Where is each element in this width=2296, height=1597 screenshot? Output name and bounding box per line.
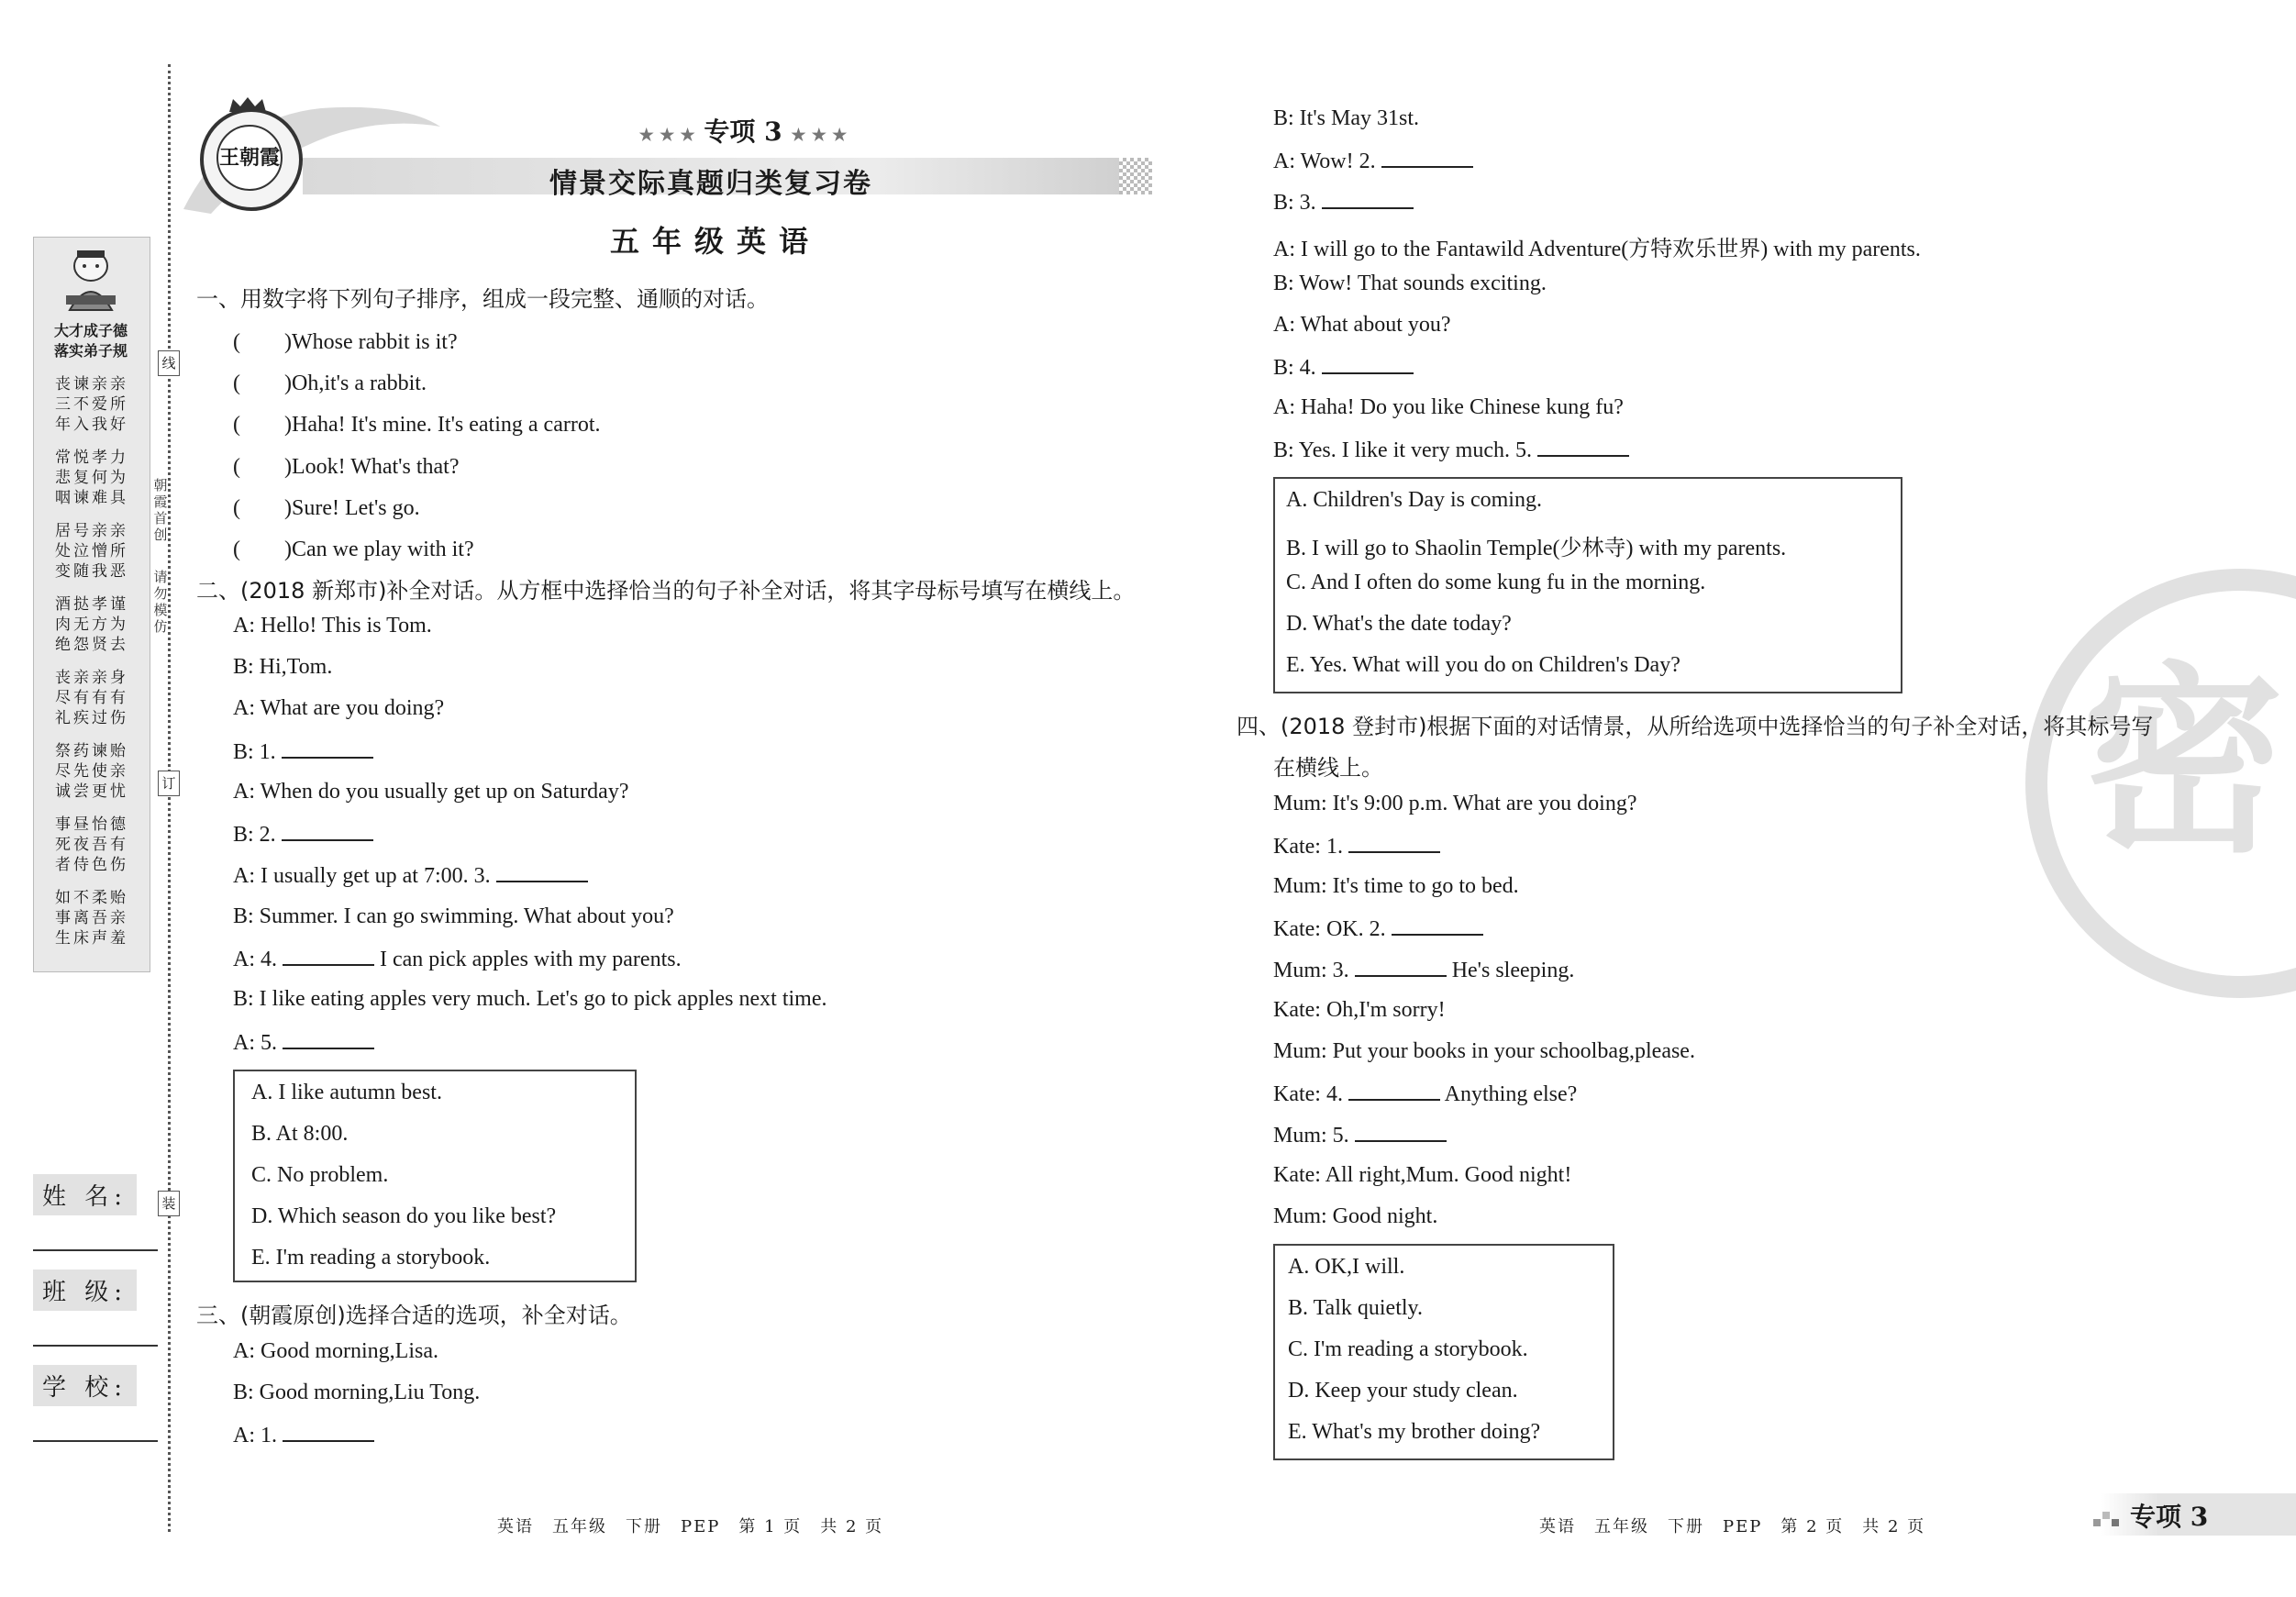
poem-row: 祭药谏贻 [55, 742, 128, 760]
logo-text: 王朝霞 [216, 125, 283, 191]
poem-row: 事昼怡德 [55, 815, 128, 834]
answer-blank[interactable] [1392, 915, 1483, 936]
s3-option: A. Children's Day is coming. [1286, 488, 1542, 512]
answer-blank[interactable] [1355, 957, 1447, 977]
s4-option: A. OK,I will. [1288, 1255, 1405, 1279]
section-3-title: 三、(朝霞原创)选择合适的选项，补全对话。 [196, 1303, 632, 1328]
footer-right: 英语 五年级 下册 PEP 第 2 页 共 2 页 [1539, 1517, 1926, 1536]
poem-row: 尽先使亲 [55, 762, 128, 781]
s3-option: D. What's the date today? [1286, 612, 1512, 636]
s4-option: B. Talk quietly. [1288, 1296, 1423, 1320]
poem-row: 居号亲亲 [55, 522, 128, 540]
section-4-title: 四、(2018 登封市)根据下面的对话情景，从所给选项中选择恰当的句子补全对话，将其标号写 [1237, 714, 2154, 739]
s1-item[interactable]: ( )Sure! Let's go. [233, 496, 420, 520]
s1-item[interactable]: ( )Look! What's that? [233, 455, 460, 479]
section-4-title-cont: 在横线上。 [1273, 755, 1383, 781]
poem-row: 死夜吾有 [55, 836, 128, 854]
poem-row: 肉无方为 [55, 616, 128, 634]
ribbon-checker [1119, 158, 1152, 194]
poem-row: 常悦孝力 [55, 449, 128, 467]
s3-option: B. I will go to Shaolin Temple(少林寺) with my parents. [1286, 537, 1787, 560]
s4-line: Mum: It's time to go to bed. [1273, 874, 1519, 898]
s2-line: A: Hello! This is Tom. [233, 614, 432, 638]
watermark-seal-char: 密 [2082, 642, 2285, 880]
poem-row: 者侍色伤 [55, 856, 128, 874]
s1-item[interactable]: ( )Whose rabbit is it? [233, 330, 458, 354]
answer-blank[interactable] [283, 1422, 374, 1442]
binding-mark-xian: 线 [158, 350, 180, 376]
s1-item[interactable]: ( )Haha! It's mine. It's eating a carrot. [233, 413, 601, 437]
vertical-note-2: 请勿模仿 [153, 569, 168, 635]
name-label: 姓 名: [33, 1174, 137, 1215]
poem-row: 诚尝更忧 [55, 782, 128, 801]
poem-row: 变随我恶 [55, 562, 128, 581]
answer-blank[interactable] [1348, 833, 1440, 853]
s2-option: C. No problem. [251, 1163, 389, 1187]
motto-line-1: 大才成子德 [53, 322, 128, 339]
s2-line: B: I like eating apples very much. Let's go to pick apples next time. [233, 987, 827, 1011]
class-field[interactable] [33, 1345, 158, 1347]
s4-line: Mum: It's 9:00 p.m. What are you doing? [1273, 792, 1637, 815]
answer-blank[interactable] [283, 1029, 374, 1049]
school-field[interactable] [33, 1440, 158, 1442]
s1-item[interactable]: ( )Oh,it's a rabbit. [233, 372, 427, 395]
answer-blank[interactable] [1348, 1081, 1440, 1101]
answer-blank[interactable] [282, 738, 373, 759]
answer-blank[interactable] [1322, 354, 1414, 374]
motto-line-2: 落实弟子规 [53, 342, 128, 360]
s2-option: B. At 8:00. [251, 1122, 349, 1146]
poem-row: 处泣憎所 [55, 542, 128, 560]
s2-line: A: When do you usually get up on Saturday? [233, 780, 629, 804]
s2-option: A. I like autumn best. [251, 1081, 442, 1104]
s3-line: B: Wow! That sounds exciting. [1273, 272, 1547, 295]
poem-row: 尽有有有 [55, 689, 128, 707]
s3-line: A: I will go to the Fantawild Adventure(方特欢乐世界) with my parents. [1273, 238, 1921, 261]
s3-line: B: Yes. I like it very much. 5. [1273, 437, 1629, 463]
answer-blank[interactable] [1537, 437, 1629, 457]
s2-line: A: 4. I can pick apples with my parents. [233, 948, 682, 971]
poem-row: 悲复何为 [55, 469, 128, 487]
s2-line: B: Summer. I can go swimming. What about you? [233, 904, 674, 928]
answer-blank[interactable] [1355, 1122, 1447, 1142]
poem-row: 丧亲亲身 [55, 669, 128, 687]
corner-squares-icon [2093, 1508, 2121, 1530]
answer-blank[interactable] [1322, 189, 1414, 209]
mascot-icon [57, 246, 125, 316]
s3-line: A: Wow! 2. [1273, 148, 1473, 174]
s4-option: D. Keep your study clean. [1288, 1379, 1518, 1403]
s3-line: A: Good morning,Lisa. [233, 1339, 438, 1363]
poem-row: 礼疾过伤 [55, 709, 128, 727]
stars-left-icon: ★ ★ ★ [638, 126, 695, 145]
side-poem [44, 374, 139, 948]
vertical-note-1: 朝霞首创 [153, 477, 168, 543]
s2-option: D. Which season do you like best? [251, 1204, 557, 1228]
special-number: 专项 3 [704, 116, 782, 147]
section-2-title: 二、(2018 新郑市)补全对话。从方框中选择恰当的句子补全对话，将其字母标号填写在横线上。 [196, 578, 1136, 604]
special-heading [624, 112, 862, 149]
poem-row: 事离吾亲 [55, 909, 128, 927]
s4-line: Kate: Oh,I'm sorry! [1273, 998, 1446, 1022]
corner-tab-label: 专项 3 [2130, 1502, 2209, 1532]
s4-line: Mum: Good night. [1273, 1204, 1438, 1228]
side-motto [39, 321, 143, 361]
binding-mark-zhuang: 装 [158, 1191, 180, 1216]
answer-blank[interactable] [283, 946, 374, 966]
s4-option: C. I'm reading a storybook. [1288, 1337, 1528, 1361]
s3-line: A: 1. [233, 1422, 374, 1448]
s4-line: Mum: 3. He's sleeping. [1273, 959, 1575, 982]
page-subtitle: 五年级英语 [609, 224, 821, 259]
section-1-title: 一、用数字将下列句子排序，组成一段完整、通顺的对话。 [196, 286, 769, 312]
poem-row: 酒挞孝谨 [55, 595, 128, 614]
s3-line: B: 4. [1273, 354, 1414, 381]
s2-option: E. I'm reading a storybook. [251, 1246, 491, 1270]
answer-blank[interactable] [496, 862, 588, 882]
s4-line: Kate: All right,Mum. Good night! [1273, 1163, 1572, 1187]
s2-line: B: 1. [233, 738, 373, 765]
s4-line: Mum: 5. [1273, 1122, 1447, 1148]
page-title: 情景交际真题归类复习卷 [549, 168, 872, 200]
brand-logo [200, 108, 303, 211]
school-label: 学 校: [33, 1365, 137, 1406]
s3-option: E. Yes. What will you do on Children's Day? [1286, 653, 1680, 677]
answer-blank[interactable] [282, 821, 373, 841]
s2-line: B: 2. [233, 821, 373, 848]
answer-blank[interactable] [1381, 148, 1473, 168]
poem-row: 三不爱所 [55, 395, 128, 414]
s3-line: B: 3. [1273, 189, 1414, 216]
binding-mark-ding: 订 [158, 771, 180, 796]
s1-item[interactable]: ( )Can we play with it? [233, 538, 474, 561]
poem-row: 丧谏亲亲 [55, 375, 128, 394]
s4-option: E. What's my brother doing? [1288, 1420, 1541, 1444]
s2-line: B: Hi,Tom. [233, 655, 333, 679]
crown-icon [227, 95, 268, 114]
footer-left: 英语 五年级 下册 PEP 第 1 页 共 2 页 [497, 1517, 884, 1536]
poem-row: 如不柔贻 [55, 889, 128, 907]
s3-line: A: What about you? [1273, 313, 1451, 337]
s3-line: A: Haha! Do you like Chinese kung fu? [1273, 395, 1624, 419]
s3-option: C. And I often do some kung fu in the morning. [1286, 571, 1706, 594]
poem-row: 绝怨贤去 [55, 636, 128, 654]
s4-line: Kate: OK. 2. [1273, 915, 1483, 942]
s2-line: A: What are you doing? [233, 696, 445, 720]
stars-right-icon: ★ ★ ★ [791, 126, 848, 145]
s4-line: Kate: 4. Anything else? [1273, 1082, 1578, 1106]
binding-dotted-line [168, 64, 171, 1532]
name-field[interactable] [33, 1249, 158, 1251]
poem-row: 咽谏难具 [55, 489, 128, 507]
s2-line: A: I usually get up at 7:00. 3. [233, 862, 588, 889]
s4-line: Kate: 1. [1273, 833, 1440, 859]
s4-line: Mum: Put your books in your schoolbag,please. [1273, 1039, 1695, 1063]
poem-row: 年入我好 [55, 416, 128, 434]
class-label: 班 级: [33, 1270, 137, 1311]
poem-row: 生床声羞 [55, 929, 128, 948]
s3-line: B: It's May 31st. [1273, 106, 1419, 130]
s2-line: A: 5. [233, 1029, 374, 1056]
s3-line: B: Good morning,Liu Tong. [233, 1381, 481, 1404]
